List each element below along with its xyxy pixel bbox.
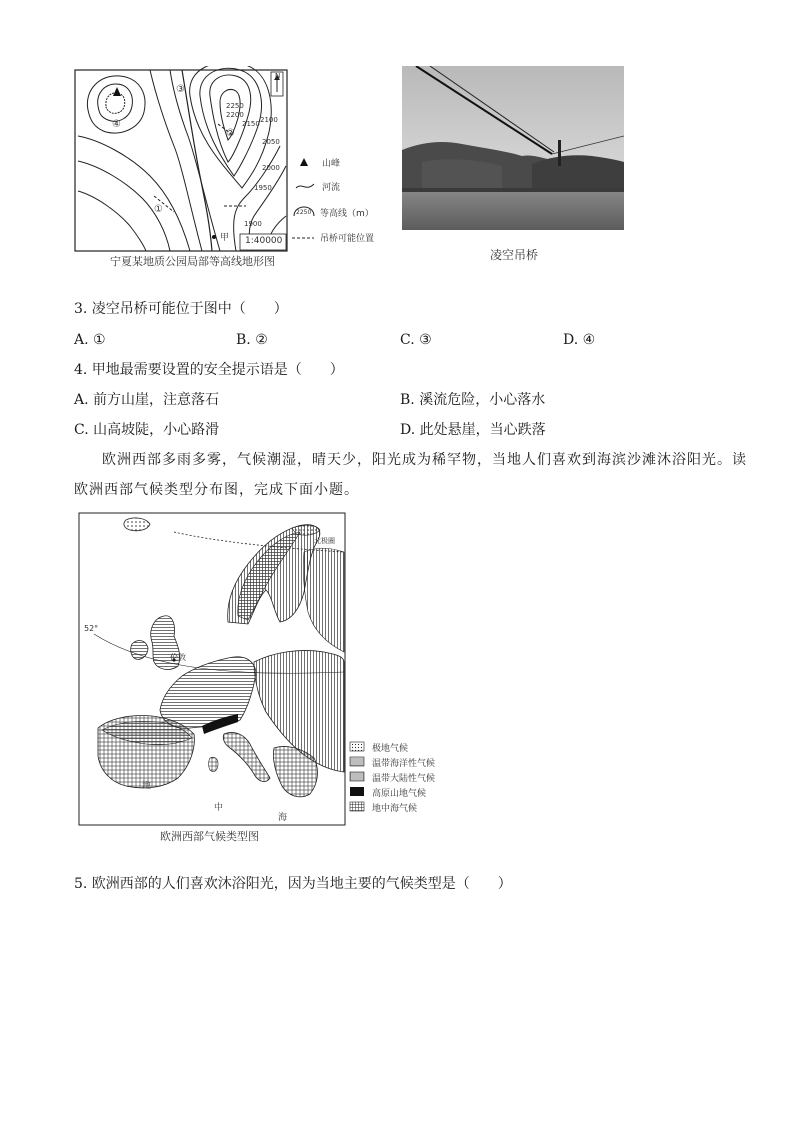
- q3-option-d[interactable]: D. ④: [563, 332, 596, 348]
- q4-option-b[interactable]: B. 溪流危险，小心落水: [400, 392, 546, 408]
- europe-map: [78, 512, 346, 826]
- label-circle-4: ④: [112, 119, 121, 130]
- europe-map-figure: [78, 512, 346, 826]
- label-arctic-circle: 北极圈: [314, 537, 335, 545]
- legend-peak-icon: [300, 158, 308, 166]
- label-hai: 海: [278, 813, 288, 823]
- elev-2050: 2050: [262, 138, 280, 146]
- q4-option-c[interactable]: C. 山高坡陡，小心路滑: [74, 422, 220, 438]
- jia-point: [212, 235, 216, 239]
- intro-paragraph: 欧洲西部多雨多雾，气候潮湿，晴天少，阳光成为稀罕物，当地人们喜欢到海滨沙滩沐浴阳光。读欧洲西部气候类型分布图，完成下面小题。: [74, 452, 747, 498]
- q3-option-a[interactable]: A. ①: [74, 332, 106, 348]
- q4-option-a[interactable]: A. 前方山崖，注意落石: [74, 392, 220, 408]
- q4-option-d[interactable]: D. 此处悬崖，当心跌落: [400, 422, 546, 438]
- elev-2150: 2150: [242, 120, 260, 128]
- label-lat-52: 52°: [84, 624, 99, 633]
- label-circle-1: ①: [154, 204, 163, 215]
- legend-oceanic: 温带海洋性气候: [372, 759, 436, 769]
- q3-option-b[interactable]: B. ②: [236, 332, 268, 348]
- elev-2000: 2000: [262, 164, 280, 172]
- label-zhong: 中: [214, 803, 224, 813]
- legend-continental: 温带大陆性气候: [372, 774, 436, 784]
- contour-legend: [292, 158, 314, 238]
- scale-label: 1:40000: [245, 236, 283, 246]
- label-london: 伦敦: [170, 653, 186, 662]
- legend-polar: 极地气候: [372, 744, 409, 754]
- q4-stem: 4. 甲地最需要设置的安全提示语是（ ）: [74, 362, 344, 378]
- elev-2250: 2250: [226, 102, 244, 110]
- legend-stream-icon: [296, 184, 314, 188]
- elev-1950: 1950: [254, 184, 272, 192]
- elev-2200: 2200: [226, 111, 244, 119]
- label-di: 地: [142, 781, 152, 791]
- legend-bridge: 吊桥可能位置: [320, 234, 375, 244]
- elev-1900: 1900: [244, 220, 262, 228]
- legend-contour: 等高线（m）: [320, 209, 374, 219]
- bridge-photo: [402, 66, 624, 230]
- north-label: N: [275, 72, 281, 80]
- label-jia: 甲: [220, 233, 230, 243]
- q3-option-c[interactable]: C. ③: [400, 332, 432, 348]
- europe-map-caption: 欧洲西部气候类型图: [160, 830, 259, 843]
- legend-contour-sample: 2250: [296, 209, 312, 216]
- legend-stream: 河流: [322, 183, 341, 193]
- label-circle-3: ③: [176, 84, 185, 95]
- contour-map-caption: 宁夏某地质公园局部等高线地形图: [110, 255, 275, 268]
- q3-stem: 3. 凌空吊桥可能位于图中（ ）: [74, 301, 288, 317]
- photo-caption: 凌空吊桥: [490, 248, 539, 262]
- legend-mediterranean: 地中海气候: [372, 804, 418, 814]
- label-circle-2: ②: [226, 128, 235, 139]
- legend-highland: 高原山地气候: [372, 789, 427, 799]
- europe-legend: [348, 740, 458, 820]
- legend-peak: 山峰: [322, 159, 341, 169]
- q5-stem: 5. 欧洲西部的人们喜欢沐浴阳光，因为当地主要的气候类型是（ ）: [74, 876, 512, 892]
- elev-2100: 2100: [260, 116, 278, 124]
- contour-map-figure: [70, 66, 375, 256]
